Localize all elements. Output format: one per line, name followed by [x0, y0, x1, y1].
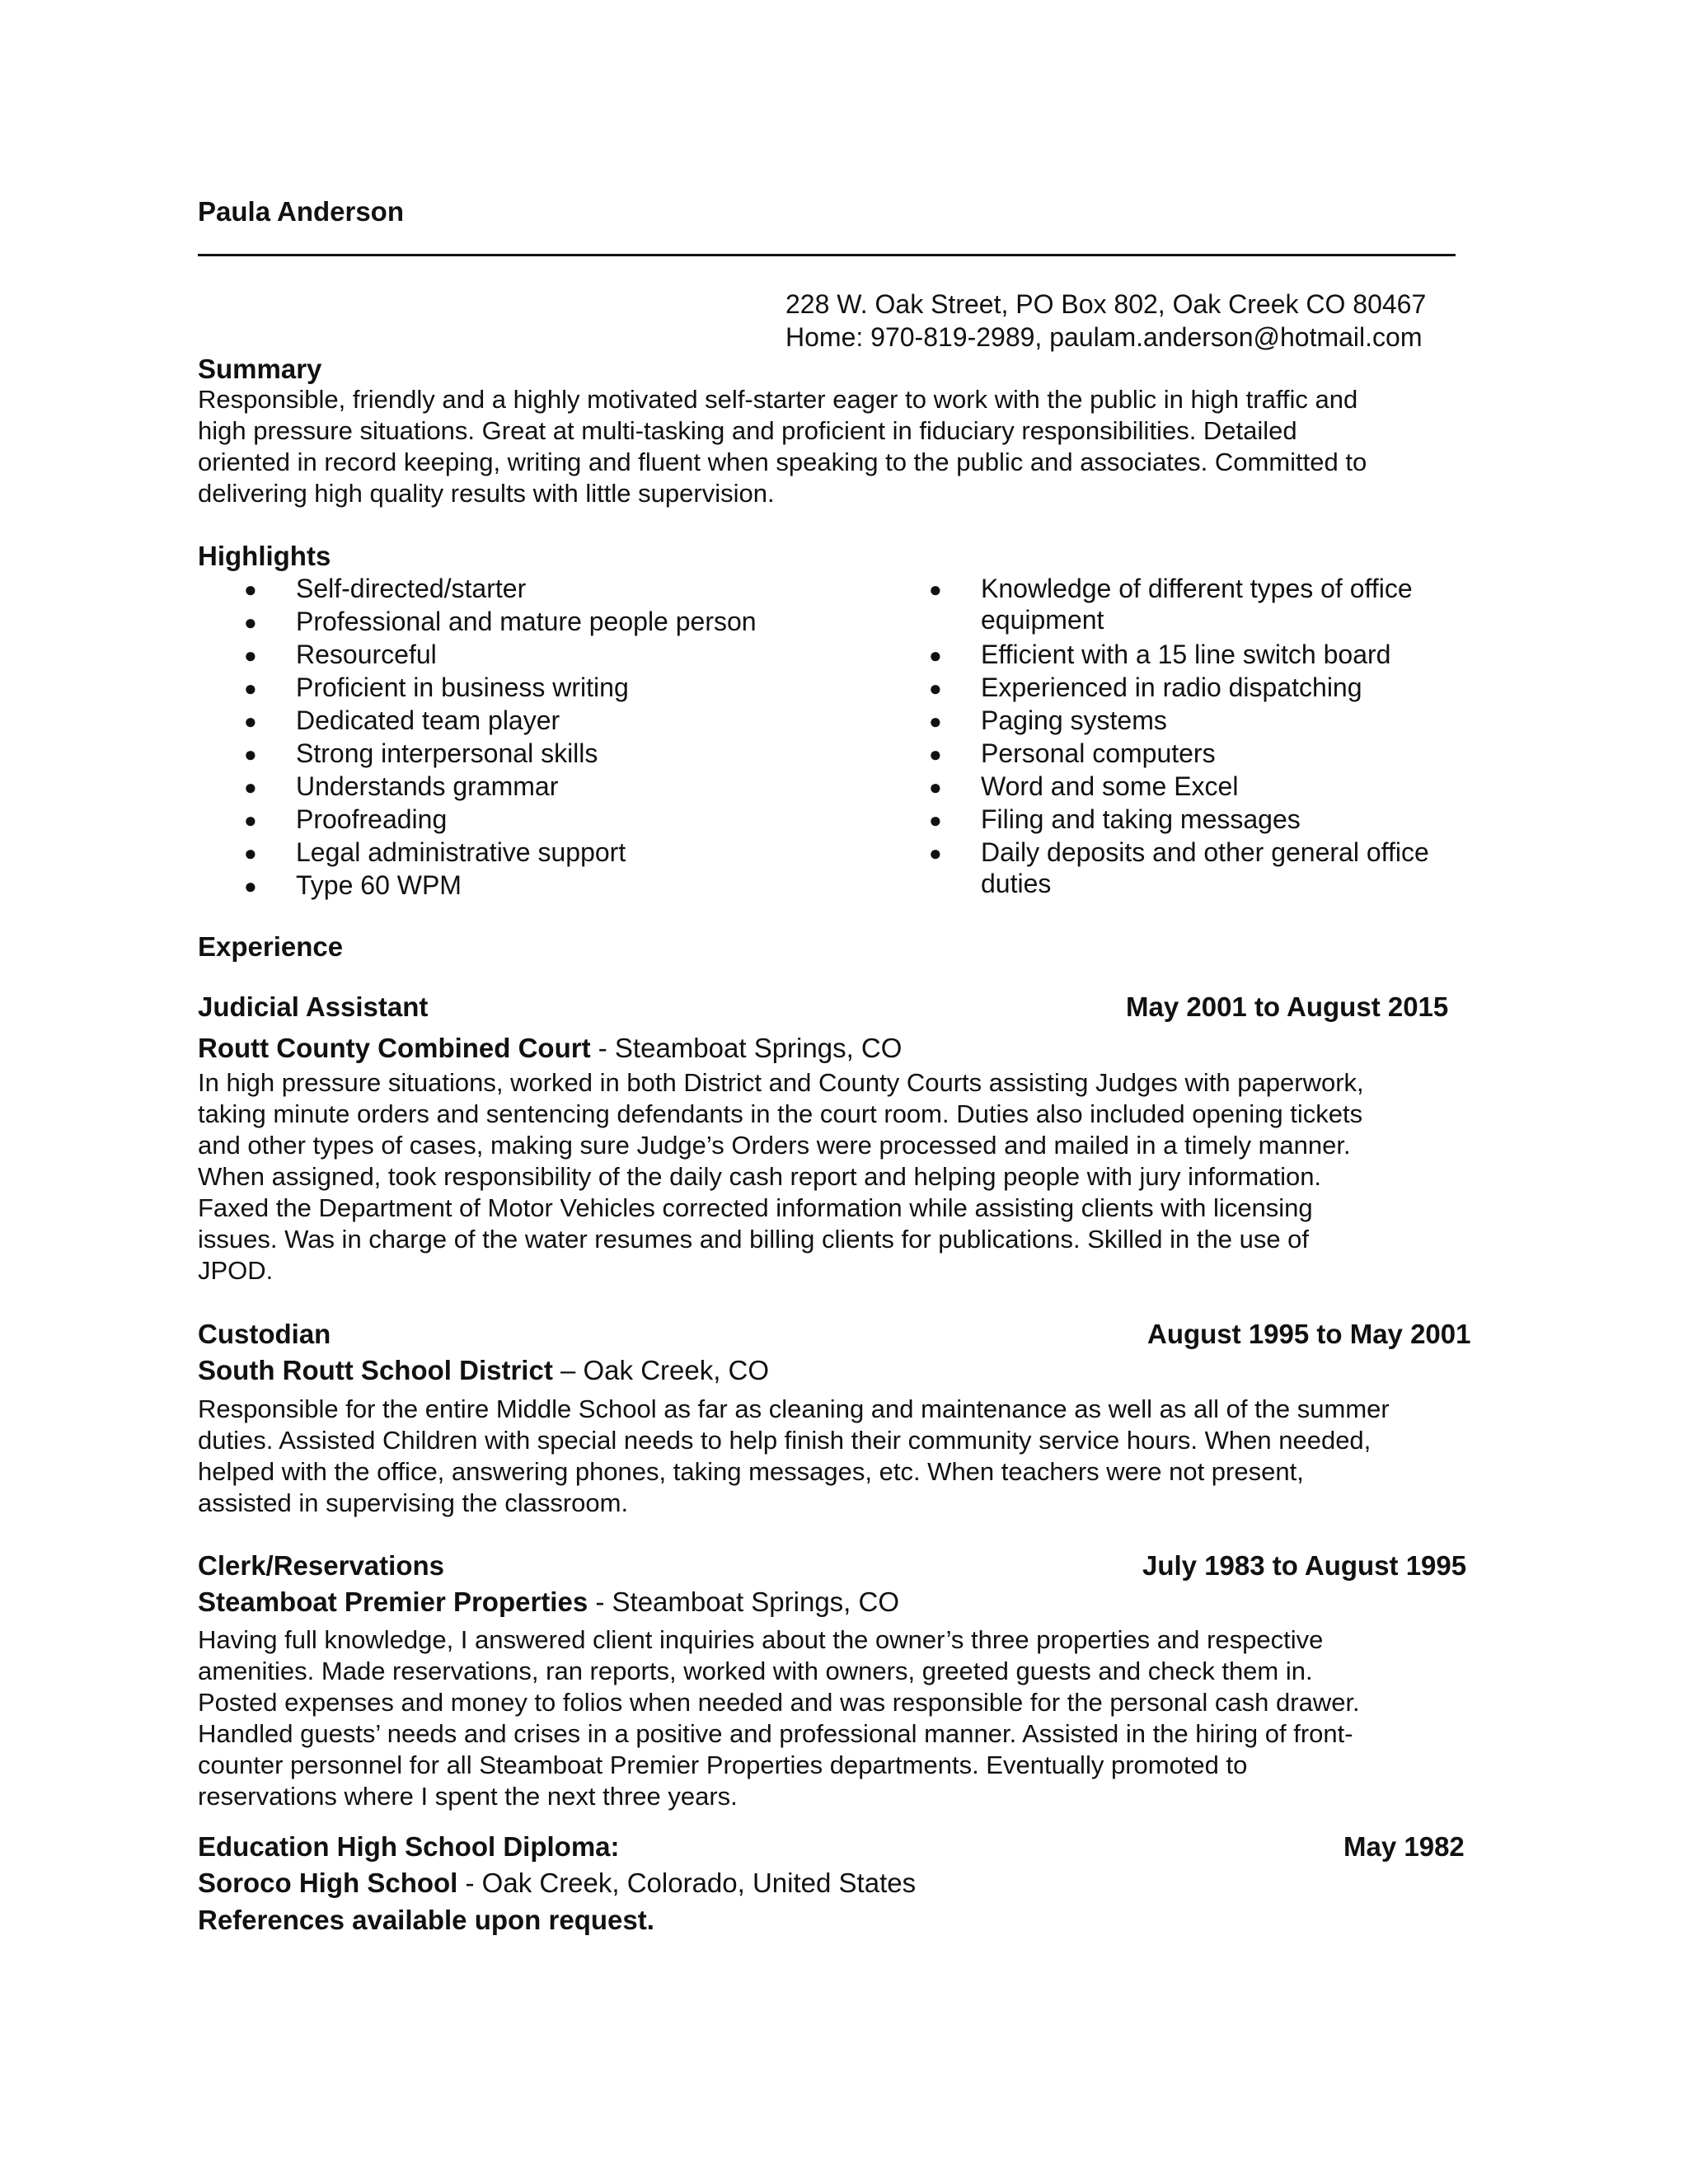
- education-school: Soroco High School: [198, 1868, 458, 1898]
- job-description: [198, 1624, 1471, 1812]
- job-description-line: and other types of cases, making sure Judge’s Orders were processed and mailed in a timely manner.: [198, 1131, 1351, 1160]
- education-school-line: [198, 1868, 916, 1899]
- job-description-line: amenities. Made reservations, ran reports, worked with owners, greeted guests and check them in.: [198, 1657, 1313, 1685]
- bullet-icon: ●: [244, 841, 257, 865]
- job-description-line: assisted in supervising the classroom.: [198, 1488, 629, 1517]
- experience-heading: Experience: [198, 931, 344, 962]
- education-date: May 1982: [1343, 1831, 1465, 1862]
- summary-line: Responsible, friendly and a highly motivated self-starter eager to work with the public in high traffic and: [198, 385, 1358, 414]
- bullet-icon: ●: [929, 676, 942, 701]
- job-title: Custodian: [198, 1319, 331, 1349]
- bullet-icon: ●: [929, 643, 942, 668]
- job-dates: July 1983 to August 1995: [1142, 1550, 1467, 1581]
- summary-line: oriented in record keeping, writing and fluent when speaking to the public and associates. Committed to: [198, 448, 1367, 476]
- job-description-line: reservations where I spent the next three years.: [198, 1782, 738, 1811]
- bullet-icon: ●: [929, 808, 942, 832]
- job-employer: South Routt School District: [198, 1355, 553, 1385]
- list-item: ● Dedicated team player: [198, 705, 824, 738]
- bullet-icon: ●: [929, 742, 942, 766]
- job-employer: Routt County Combined Court: [198, 1033, 591, 1063]
- job-description-line: Having full knowledge, I answered client inquiries about the owner’s three properties and respective: [198, 1625, 1324, 1654]
- list-item: ● Personal computers: [883, 738, 1476, 771]
- job-dates: August 1995 to May 2001: [1147, 1319, 1471, 1349]
- summary-line: delivering high quality results with little supervision.: [198, 479, 775, 508]
- bullet-icon: ●: [244, 808, 257, 832]
- bullet-icon: ●: [929, 709, 942, 733]
- job-employer-line: [198, 1033, 902, 1064]
- list-item: ● Word and some Excel: [883, 771, 1476, 804]
- list-item: ● Paging systems: [883, 705, 1476, 738]
- bullet-icon: ●: [929, 577, 942, 602]
- job-description-line: Handled guests’ needs and crises in a positive and professional manner. Assisted in the hiring of front-: [198, 1719, 1353, 1748]
- highlights-left-list: [198, 573, 824, 902]
- list-item: ● Self-directed/starter: [198, 573, 824, 606]
- contact-address: 228 W. Oak Street, PO Box 802, Oak Creek CO 80467: [785, 289, 1427, 319]
- list-item: ● Understands grammar: [198, 771, 824, 804]
- contact-phone-email: Home: 970-819-2989, paulam.anderson@hotmail.com: [785, 322, 1423, 352]
- job-description-line: issues. Was in charge of the water resumes and billing clients for publications. Skilled in the use of: [198, 1225, 1310, 1254]
- bullet-icon: ●: [244, 874, 257, 898]
- job-description-line: Responsible for the entire Middle School as far as cleaning and maintenance as well as all of the summer: [198, 1394, 1390, 1423]
- summary-line: high pressure situations. Great at multi-tasking and proficient in fiduciary responsibilities. Detailed: [198, 416, 1297, 445]
- list-item: ● Filing and taking messages: [883, 804, 1476, 837]
- job-employer-line: [198, 1586, 899, 1618]
- bullet-icon: ●: [929, 841, 942, 865]
- list-item: ● Efficient with a 15 line switch board: [883, 639, 1476, 672]
- bullet-icon: ●: [244, 643, 257, 668]
- list-item: ● Knowledge of different types of office equipment: [929, 574, 1413, 635]
- bullet-icon: ●: [244, 676, 257, 701]
- applicant-name: Paula Anderson: [198, 196, 404, 227]
- job-location: - Steamboat Springs, CO: [590, 1033, 903, 1063]
- job-title: Judicial Assistant: [198, 991, 429, 1022]
- list-item: ● Daily deposits and other general office duties: [929, 837, 1429, 898]
- list-item: ● Proficient in business writing: [198, 672, 824, 705]
- job-description-line: taking minute orders and sentencing defendants in the court room. Duties also included opening tickets: [198, 1099, 1363, 1128]
- header-rule: [198, 254, 1456, 256]
- job-dates: May 2001 to August 2015: [1126, 991, 1449, 1022]
- education-location: - Oak Creek, Colorado, United States: [457, 1868, 917, 1898]
- list-item: ● Proofreading: [198, 804, 824, 837]
- education-heading: Education High School Diploma:: [198, 1831, 620, 1862]
- list-item: ● Professional and mature people person: [198, 606, 824, 639]
- job-employer-line: [198, 1355, 769, 1386]
- job-description-line: Faxed the Department of Motor Vehicles corrected information while assisting clients with licensing: [198, 1193, 1313, 1222]
- bullet-icon: ●: [244, 742, 257, 766]
- bullet-icon: ●: [244, 610, 257, 635]
- list-item: ● Strong interpersonal skills: [198, 738, 824, 771]
- job-description-line: In high pressure situations, worked in both District and County Courts assisting Judges with paperwork,: [198, 1068, 1364, 1097]
- list-item: ● Legal administrative support: [198, 837, 824, 869]
- job-employer: Steamboat Premier Properties: [198, 1586, 588, 1617]
- bullet-icon: ●: [929, 775, 942, 799]
- bullet-icon: ●: [244, 775, 257, 799]
- list-item: ● Resourceful: [198, 639, 824, 672]
- job-location: – Oak Creek, CO: [552, 1355, 770, 1385]
- job-description: [198, 1394, 1471, 1519]
- job-description-line: counter personnel for all Steamboat Premier Properties departments. Eventually promoted to: [198, 1750, 1248, 1779]
- job-description-line: Posted expenses and money to folios when needed and was responsible for the personal cash drawer.: [198, 1688, 1360, 1717]
- job-description-line: helped with the office, answering phones, taking messages, etc. When teachers were not present,: [198, 1457, 1304, 1486]
- bullet-icon: ●: [244, 577, 257, 602]
- list-item: ● Type 60 WPM: [198, 869, 824, 902]
- highlights-heading: Highlights: [198, 541, 331, 571]
- job-location: - Steamboat Springs, CO: [588, 1586, 900, 1617]
- summary-heading: Summary: [198, 354, 322, 384]
- summary-text: [198, 384, 1471, 509]
- job-description: [198, 1067, 1471, 1286]
- references-note: References available upon request.: [198, 1905, 654, 1935]
- job-description-line: duties. Assisted Children with special needs to help finish their community service hours. When needed,: [198, 1426, 1372, 1455]
- job-description-line: JPOD.: [198, 1256, 274, 1285]
- job-title: Clerk/Reservations: [198, 1550, 444, 1581]
- list-item: ● Experienced in radio dispatching: [883, 672, 1476, 705]
- highlights-right-list: [883, 573, 1476, 902]
- bullet-icon: ●: [244, 709, 257, 733]
- job-description-line: When assigned, took responsibility of the daily cash report and helping people with jury information.: [198, 1162, 1322, 1191]
